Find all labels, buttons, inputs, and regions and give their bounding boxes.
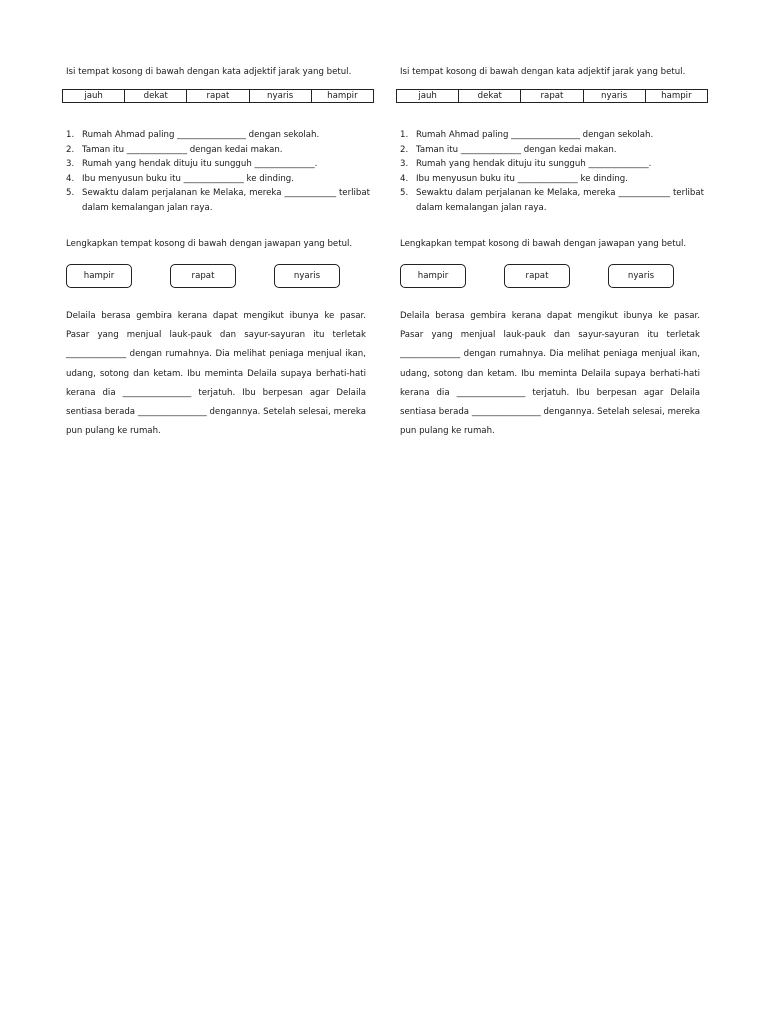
answer-options bbox=[66, 264, 366, 290]
word-bank-table bbox=[396, 89, 708, 103]
question-item bbox=[396, 157, 704, 172]
word-bank-cell: dekat bbox=[459, 90, 521, 103]
question-text: Rumah Ahmad paling ________________ dengan sekolah. bbox=[82, 130, 320, 140]
word-bank-table bbox=[62, 89, 374, 103]
word-bank-cell: jauh bbox=[397, 90, 459, 103]
question-number: 4. bbox=[66, 173, 75, 184]
word-bank-cell: rapat bbox=[521, 90, 583, 103]
word-bank-cell: dekat bbox=[125, 90, 187, 103]
question-number: 3. bbox=[400, 159, 409, 170]
answer-options bbox=[400, 264, 700, 290]
question-list bbox=[396, 128, 704, 216]
question-number: 2. bbox=[66, 144, 75, 155]
instruction-complete-passage: Lengkapkan tempat kosong di bawah dengan jawapan yang betul. bbox=[400, 239, 687, 249]
question-text: Sewaktu dalam perjalanan ke Melaka, mereka ____________ terlibat dalam kemalangan jalan raya. bbox=[82, 188, 370, 213]
word-bank-cell: jauh bbox=[63, 90, 125, 103]
question-item bbox=[396, 186, 704, 215]
option-box: rapat bbox=[504, 264, 570, 288]
question-text: Rumah Ahmad paling ________________ dengan sekolah. bbox=[416, 130, 654, 140]
question-list bbox=[62, 128, 370, 216]
question-number: 1. bbox=[66, 130, 75, 140]
question-text: Ibu menyusun buku itu ______________ ke dinding. bbox=[416, 173, 628, 184]
option-box: rapat bbox=[170, 264, 236, 288]
question-text: Taman itu ______________ dengan kedai makan. bbox=[416, 144, 617, 155]
question-number: 5. bbox=[66, 188, 75, 199]
option-box: nyaris bbox=[608, 264, 674, 288]
option-box: nyaris bbox=[274, 264, 340, 288]
question-text: Taman itu ______________ dengan kedai makan. bbox=[82, 144, 283, 155]
word-bank-cell: hampir bbox=[645, 90, 707, 103]
question-item bbox=[62, 143, 370, 158]
question-number: 1. bbox=[400, 130, 409, 140]
word-bank-cell: nyaris bbox=[583, 90, 645, 103]
question-text: Sewaktu dalam perjalanan ke Melaka, mereka ____________ terlibat dalam kemalangan jalan raya. bbox=[416, 188, 704, 213]
question-item bbox=[396, 143, 704, 158]
option-box: hampir bbox=[66, 264, 132, 288]
instruction-fill-blanks: Isi tempat kosong di bawah dengan kata adjektif jarak yang betul. bbox=[400, 67, 686, 77]
word-bank-cell: nyaris bbox=[249, 90, 311, 103]
instruction-complete-passage: Lengkapkan tempat kosong di bawah dengan jawapan yang betul. bbox=[66, 239, 353, 249]
question-number: 4. bbox=[400, 173, 409, 184]
question-number: 2. bbox=[400, 144, 409, 155]
question-item bbox=[62, 172, 370, 187]
passage-text: Delaila berasa gembira kerana dapat mengikut ibunya ke pasar. Pasar yang menjual lauk-pauk dan sayur-sayuran itu terletak ______________ dengan rumahnya. Dia melihat peniaga menjual ikan, udang, sotong dan ketam. Ibu meminta Delaila supaya berhati-hati kerana dia ________________ terjatuh. Ibu berpesan agar Delaila sentiasa berada ________________ dengannya. Setelah selesai, mereka pun pulang ke rumah. bbox=[66, 311, 366, 437]
question-text: Rumah yang hendak dituju itu sungguh ______________. bbox=[82, 159, 318, 170]
question-item bbox=[396, 128, 704, 143]
word-bank-cell: rapat bbox=[187, 90, 249, 103]
question-number: 3. bbox=[66, 159, 75, 170]
instruction-fill-blanks: Isi tempat kosong di bawah dengan kata adjektif jarak yang betul. bbox=[66, 67, 352, 77]
passage-text: Delaila berasa gembira kerana dapat mengikut ibunya ke pasar. Pasar yang menjual lauk-pauk dan sayur-sayuran itu terletak ______________ dengan rumahnya. Dia melihat peniaga menjual ikan, udang, sotong dan ketam. Ibu meminta Delaila supaya berhati-hati kerana dia ________________ terjatuh. Ibu berpesan agar Delaila sentiasa berada ________________ dengannya. Setelah selesai, mereka pun pulang ke rumah. bbox=[400, 311, 700, 437]
question-text: Rumah yang hendak dituju itu sungguh ______________. bbox=[416, 159, 652, 170]
question-text: Ibu menyusun buku itu ______________ ke dinding. bbox=[82, 173, 294, 184]
word-bank-cell: hampir bbox=[311, 90, 373, 103]
question-number: 5. bbox=[400, 188, 409, 199]
question-item bbox=[62, 157, 370, 172]
question-item bbox=[62, 186, 370, 215]
option-box: hampir bbox=[400, 264, 466, 288]
question-item bbox=[396, 172, 704, 187]
question-item bbox=[62, 128, 370, 143]
